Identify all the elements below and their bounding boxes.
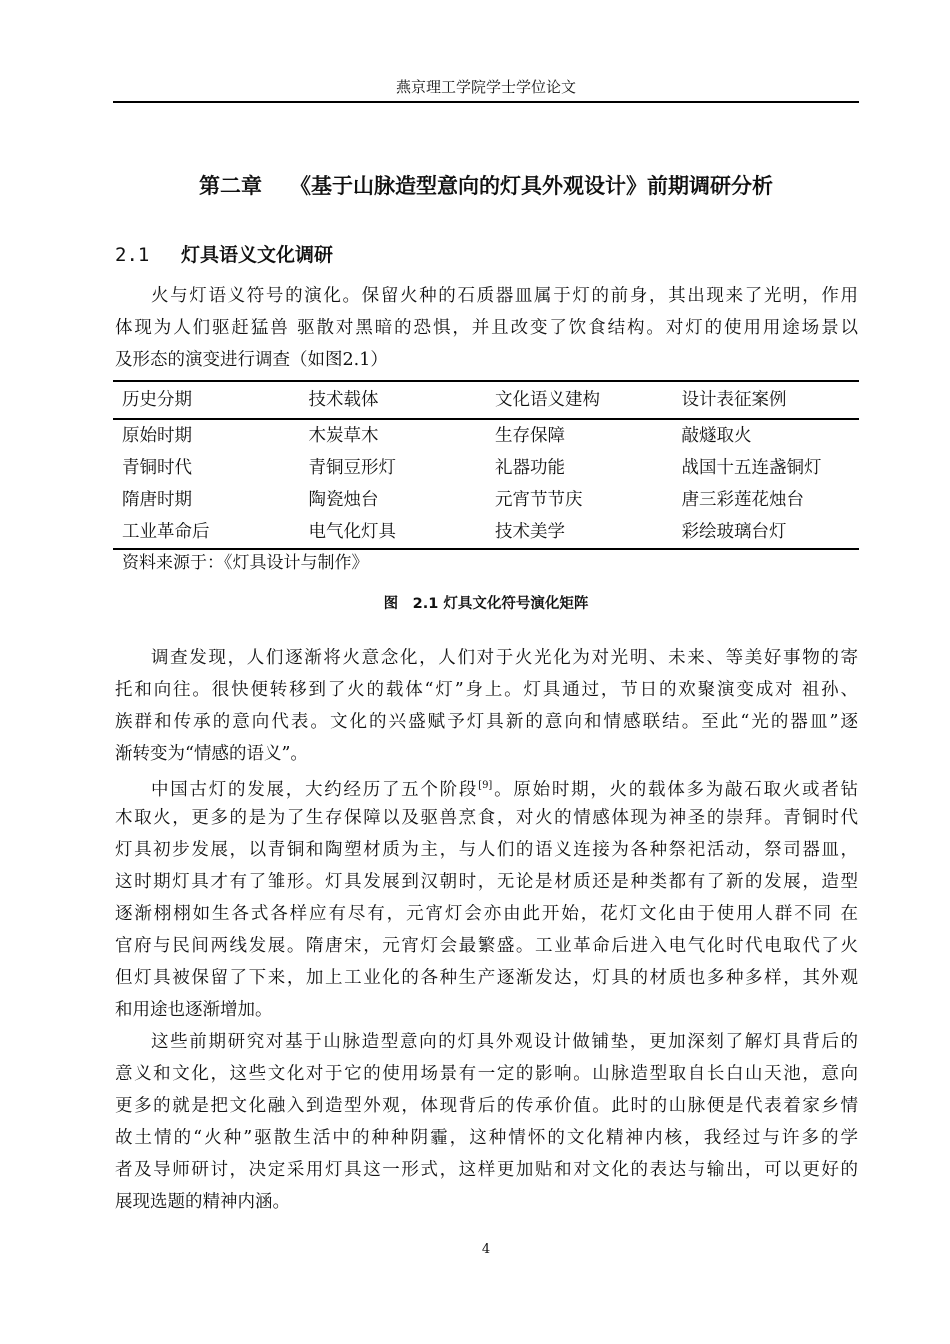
- paragraph-4: [115, 1026, 858, 1218]
- table-cell: 原始时期: [122, 425, 192, 446]
- table-body: [113, 420, 859, 548]
- section-heading: [115, 240, 333, 267]
- table-cell: 技术美学: [495, 521, 565, 542]
- evolution-table: [113, 380, 859, 550]
- text-line: 展现选题的精神内涵。: [115, 1192, 290, 1212]
- text-line: 渐转变为“情感的语义”。: [115, 744, 308, 764]
- text-line: 族群和传承的意向代表。文化的兴盛赋予灯具新的意向和情感联结。至此“光的器皿”逐: [115, 712, 858, 732]
- citation-ref[interactable]: [9]: [478, 780, 493, 791]
- table-cell: 青铜时代: [122, 457, 192, 478]
- text-line: 灯具初步发展，以青铜和陶塑材质为主，与人们的语义连接为各种祭祀活动，祭司器皿，: [115, 840, 858, 860]
- text-line: 这些前期研究对基于山脉造型意向的灯具外观设计做铺垫，更加深刻了解灯具背后的: [151, 1032, 858, 1052]
- text-line: 者及导师研讨，决定采用灯具这一形式，这样更加贴和对文化的表达与输出，可以更好的: [115, 1160, 858, 1180]
- text-span: 中国古灯的发展，大约经历了五个阶段: [151, 779, 479, 800]
- table-header: 历史分期: [122, 390, 192, 410]
- table-row: [113, 484, 859, 516]
- text-line: 故土情的“火种”驱散生活中的种种阴霾，这种情怀的文化精神内核，我经过与许多的学: [115, 1128, 858, 1148]
- page-number: 4: [481, 1242, 491, 1257]
- table-row: [113, 516, 859, 548]
- text-line: 更多的就是把文化融入到造型外观，体现背后的传承价值。此时的山脉便是代表着家乡情: [115, 1096, 858, 1116]
- table-cell: 青铜豆形灯: [308, 457, 396, 478]
- table-cell: 隋唐时期: [122, 489, 192, 510]
- text-line: [115, 770, 858, 802]
- text-line: 意义和文化，这些文化对于它的使用场景有一定的影响。山脉造型取自长白山天池，意向: [115, 1064, 858, 1084]
- table-source-note: 资料来源于：《灯具设计与制作》: [122, 553, 369, 573]
- table-cell: 彩绘玻璃台灯: [681, 521, 787, 542]
- text-line: 及形态的演变进行调查（如图2.1）: [115, 350, 388, 370]
- table-cell: 木炭草木: [308, 425, 379, 446]
- text-line: 木取火，更多的是为了生存保障以及驱兽烹食，对火的情感体现为神圣的崇拜。青铜时代: [115, 808, 858, 828]
- table-header-row: [113, 382, 859, 418]
- text-line: 逐渐栩栩如生各式各样应有尽有，元宵灯会亦由此开始，花灯文化由于使用人群不同 在: [115, 904, 858, 924]
- table-header: 设计表征案例: [681, 390, 787, 410]
- table-cell: 战国十五连盏铜灯: [681, 457, 822, 478]
- table-cell: 电气化灯具: [308, 521, 396, 542]
- table-cell: 陶瓷烛台: [308, 489, 379, 510]
- table-header: 技术载体: [308, 390, 379, 410]
- text-line: 但灯具被保留了下来，加上工业化的各种生产逐渐发达，灯具的材质也多种多样，其外观: [115, 968, 858, 988]
- chapter-number: 第二章: [199, 174, 262, 198]
- section-title: 灯具语义文化调研: [181, 244, 334, 266]
- table-header: 文化语义建构: [495, 390, 600, 410]
- text-line: 和用途也逐渐增加。: [115, 1000, 273, 1020]
- table-cell: 唐三彩莲花烛台: [681, 489, 804, 510]
- text-line: 官府与民间两线发展。隋唐宋，元宵灯会最繁盛。工业革命后进入电气化时代电取代了火: [115, 936, 858, 956]
- paragraph-3: [115, 770, 858, 1026]
- text-line: 调查发现，人们逐渐将火意念化，人们对于火光化为对光明、未来、等美好事物的寄: [151, 648, 858, 668]
- table-cell: 生存保障: [495, 425, 565, 446]
- table-cell: 敲燧取火: [681, 425, 752, 446]
- figure-caption: 图 2.1 灯具文化符号演化矩阵: [383, 596, 589, 612]
- text-line: 体现为人们驱赶猛兽 驱散对黑暗的恐惧，并且改变了饮食结构。对灯的使用用途场景以: [115, 318, 858, 338]
- section-number: 2.1: [115, 244, 150, 266]
- chapter-title: [113, 170, 859, 200]
- table-cell: 礼器功能: [495, 457, 565, 478]
- chapter-name: 《基于山脉造型意向的灯具外观设计》前期调研分析: [290, 174, 773, 198]
- table-row: [113, 420, 859, 452]
- text-line: 火与灯语义符号的演化。保留火种的石质器皿属于灯的前身，其出现来了光明，作用: [151, 286, 858, 306]
- header-rule: [113, 101, 859, 103]
- text-line: 这时期灯具才有了雏形。灯具发展到汉朝时，无论是材质还是种类都有了新的发展，造型: [115, 872, 858, 892]
- text-span: 。原始时期，火的载体多为敲石取火或者钻: [492, 779, 859, 800]
- text-line: 托和向往。很快便转移到了火的载体“灯”身上。灯具通过，节日的欢聚演变成对 祖孙、: [115, 680, 858, 700]
- table-row: [113, 452, 859, 484]
- paragraph-2: [115, 642, 858, 770]
- paragraph-1: [115, 280, 858, 376]
- running-header: 燕京理工学院学士学位论文: [395, 78, 576, 96]
- table-cell: 元宵节节庆: [495, 489, 583, 510]
- table-cell: 工业革命后: [122, 521, 210, 542]
